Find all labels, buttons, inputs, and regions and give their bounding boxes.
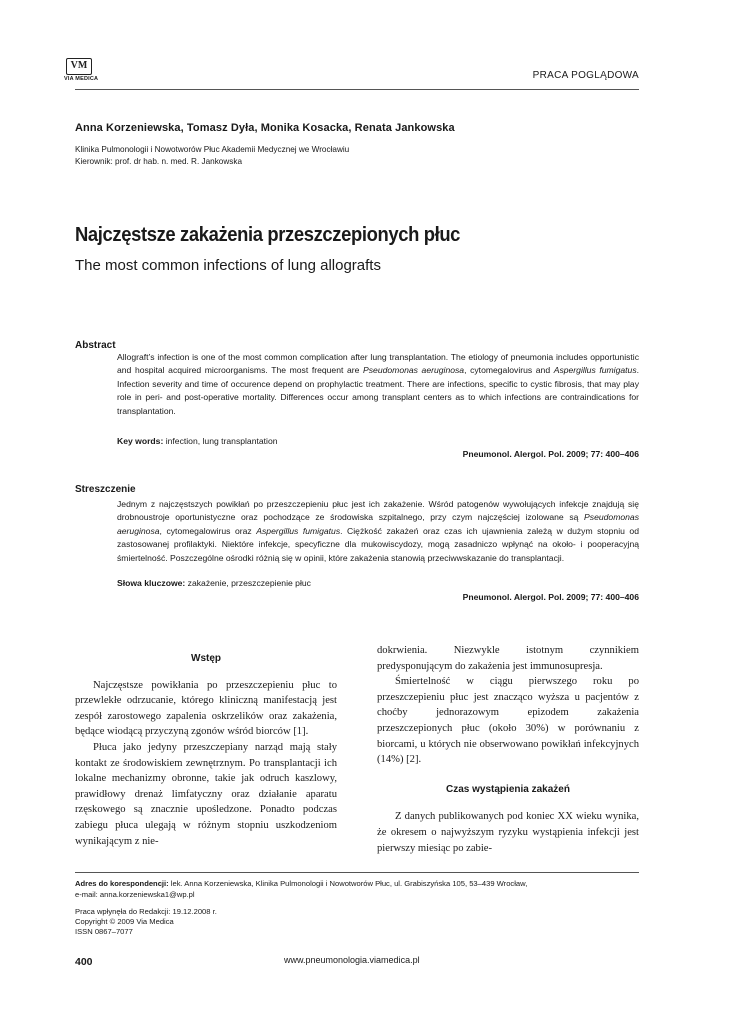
footer-divider <box>75 872 639 873</box>
received-date: Praca wpłynęła do Redakcji: 19.12.2008 r. <box>75 907 217 916</box>
streszczenie-heading: Streszczenie <box>75 484 136 495</box>
title-english: The most common infections of lung allografts <box>75 257 381 274</box>
paragraph: dokrwienia. Niezwykle istotnym czynnikiem predysponującym do zakażenia jest immunosupresja. <box>377 645 639 672</box>
section-heading-timing: Czas wystąpienia zakażeń <box>446 783 570 795</box>
citation-polish: Pneumonol. Alergol. Pol. 2009; 77: 400–406 <box>462 592 639 602</box>
paragraph: Najczęstsze powikłania po przeszczepieniu płuc to przewlekłe odrzucanie, którego kliniczną manifestacją jest zespół zarostowego zapalenia oskrzelików oraz zakażenia, będące wiodącą przyczyną zgonów wśród biorców [1]. <box>75 679 337 738</box>
affiliation: Klinika Pulmonologii i Nowotworów Płuc Akademii Medycznej we Wrocławiu <box>75 145 350 154</box>
copyright: Copyright © 2009 Via Medica <box>75 917 174 926</box>
issn: ISSN 0867–7077 <box>75 927 133 936</box>
right-column <box>377 643 639 856</box>
keywords: Key words: infection, lung transplantation <box>117 436 278 446</box>
header-divider <box>75 89 639 90</box>
paragraph: Płuca jako jedyny przeszczepiany narząd mają stały kontakt ze środowiskiem zewnętrznym. Po transplantacji ich lokalne mechanizmy obronne, takie jak odruch kaszlowy, prawidłowy drenaż limfatyczny oraz działanie aparatu rzęskowego są znacznie upośledzone. Ponadto podczas zabiegu płuca ulegają w różnym stopniu uszkodzeniom wynikającym z nie- <box>75 741 337 847</box>
abstract-body: Allograft’s infection is one of the most common complication after lung transplantation. The etiology of pneumonia includes opportunistic and hospital acquired microorganisms. The most frequent are Pseudomonas aeruginosa, cytomegalovirus and Aspergillus fumigatus. Infection severity and time of occurence depend on prophylactic treatment. There are infections, specific to cystic fibrosis, that may play role in peri- and post-operative mortality. Differences occur among transplant centers as to which infections are contraindications for transplantation. <box>117 352 640 416</box>
publisher-logo <box>64 58 99 82</box>
section-heading-intro: Wstęp <box>191 653 221 664</box>
email: e-mail: anna.korzeniewska1@wp.pl <box>75 890 195 899</box>
streszczenie-body: Jednym z najczęstszych powikłań po przeszczepieniu płuc jest ich zakażenie. Wśród patogenów wywołujących infekcje znajdują się drobnoustroje oportunistyczne oraz pochodzące ze środowiska szpitalnego, przy czym najczęściej izolowane są Pseudomonas aeruginosa, cytomegalowirus oraz Aspergillus fumigatus. Ciężkość zakażeń oraz czas ich ujawnienia zależą w dużym stopniu od zastosowanej profilaktyki. Niektóre infekcje, specyficzne dla mukowiscydozy, mogą zasadniczo wpłynąć na około- i pooperacyjną śmiertelność. Poszczególne ośrodki różnią się w opinii, które zakażenia stanowią przeciwwskazanie do transplantacji. <box>117 499 639 563</box>
title-polish: Najczęstsze zakażenia przeszczepionych płuc <box>75 224 461 246</box>
page-number: 400 <box>75 956 93 968</box>
section-label: PRACA POGLĄDOWA <box>532 70 639 81</box>
abstract-heading: Abstract <box>75 340 116 351</box>
logo-text: VIA MEDICA <box>64 76 99 82</box>
paragraph: Śmiertelność w ciągu pierwszego roku po przeszczepieniu płuc jest znacząco wyższa u pacjentów z choćby jednorazowym epizodem zakażenia przeszczepionych płuc (około 30%) w porównaniu z biorcami, u których nie obserwowano powikłań infekcyjnych (14%) [2]. <box>377 676 639 766</box>
correspondence: Adres do korespondencji: lek. Anna Korzeniewska, Klinika Pulmonologii i Nowotworów Płuc, ul. Grabiszyńska 105, 53–439 Wrocław, <box>75 879 528 888</box>
logo-mark: VM <box>66 58 92 75</box>
citation: Pneumonol. Alergol. Pol. 2009; 77: 400–406 <box>462 449 639 459</box>
left-column <box>75 651 337 849</box>
keywords-polish: Słowa kluczowe: zakażenie, przeszczepienie płuc <box>117 578 311 588</box>
paragraph: Z danych publikowanych pod koniec XX wieku wynika, że okresem o najwyższym ryzyku wystąpienia infekcji jest pierwszy miesiąc po zabie- <box>377 811 639 854</box>
journal-url: www.pneumonologia.viamedica.pl <box>284 955 420 965</box>
authors: Anna Korzeniewska, Tomasz Dyła, Monika Kosacka, Renata Jankowska <box>75 122 455 134</box>
department-head: Kierownik: prof. dr hab. n. med. R. Jankowska <box>75 157 243 166</box>
